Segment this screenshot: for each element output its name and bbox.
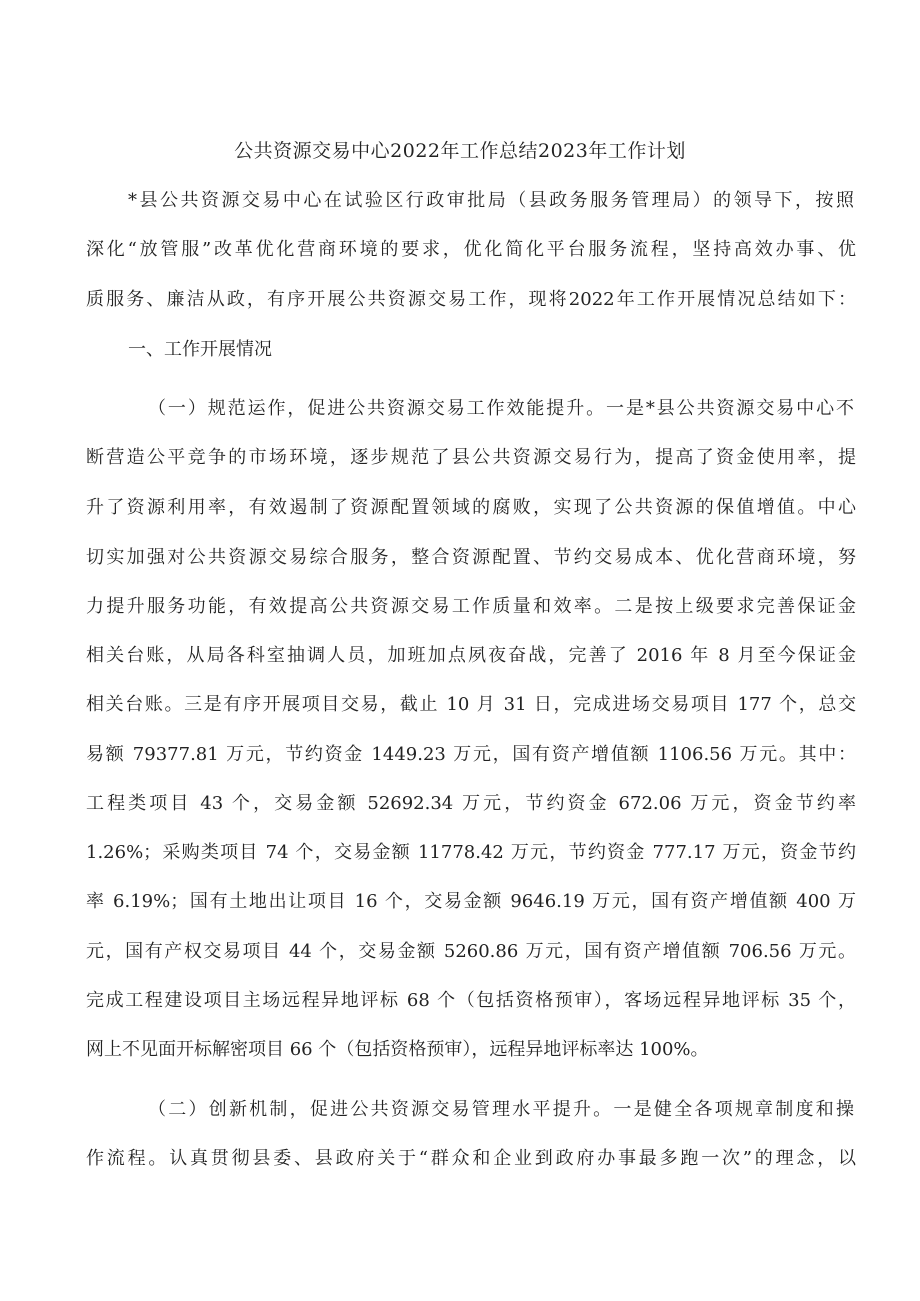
paragraph-1-line-2: 深化“放管服”改革优化营商环境的要求，优化简化平台服务流程，坚持高效办事、优 bbox=[86, 239, 856, 260]
paragraph-2-line-9: 工程类项目 43 个，交易金额 52692.34 万元，节约资金 672.06 万元，资金节约率 bbox=[86, 793, 856, 814]
paragraph-2-line-7: 相关台账。三是有序开展项目交易，截止 10 月 31 日，完成进场交易项目 177 个，总交 bbox=[86, 694, 856, 715]
paragraph-1-line-1: *县公共资源交易中心在试验区行政审批局（县政务服务管理局）的领导下，按照 bbox=[128, 190, 854, 211]
paragraph-2-line-12: 元，国有产权交易项目 44 个，交易金额 5260.86 万元，国有资产增值额 706.56 万元。 bbox=[86, 941, 856, 962]
paragraph-2-line-3: 升了资源利用率，有效遏制了资源配置领域的腐败，实现了公共资源的保值增值。中心 bbox=[86, 497, 856, 518]
paragraph-2-line-13: 完成工程建设项目主场远程异地评标 68 个（包括资格预审），客场远程异地评标 35 个， bbox=[86, 990, 856, 1011]
paragraph-3-line-1: （二）创新机制，促进公共资源交易管理水平提升。一是健全各项规章制度和操 bbox=[148, 1099, 854, 1120]
paragraph-2-line-11: 率 6.19%；国有土地出让项目 16 个，交易金额 9646.19 万元，国有资产增值额 400 万 bbox=[86, 891, 856, 912]
paragraph-1-line-3: 质服务、廉洁从政，有序开展公共资源交易工作，现将2022年工作开展情况总结如下： bbox=[86, 289, 856, 310]
paragraph-2-line-8: 易额 79377.81 万元，节约资金 1449.23 万元，国有资产增值额 1106.56 万元。其中： bbox=[86, 744, 856, 765]
paragraph-2-line-2: 断营造公平竞争的市场环境，逐步规范了县公共资源交易行为，提高了资金使用率，提 bbox=[86, 447, 856, 468]
paragraph-2-line-10: 1.26%；采购类项目 74 个，交易金额 11778.42 万元，节约资金 777.17 万元，资金节约 bbox=[86, 842, 856, 863]
paragraph-2-line-1: （一）规范运作，促进公共资源交易工作效能提升。一是*县公共资源交易中心不 bbox=[148, 398, 854, 419]
section-heading-1: 一、工作开展情况 bbox=[128, 339, 272, 360]
paragraph-2-line-14: 网上不见面开标解密项目 66 个（包括资格预审），远程异地评标率达 100%。 bbox=[86, 1039, 709, 1060]
document-title: 公共资源交易中心2022年工作总结2023年工作计划 bbox=[234, 140, 686, 162]
paragraph-2-line-4: 切实加强对公共资源交易综合服务，整合资源配置、节约交易成本、优化营商环境，努 bbox=[86, 547, 856, 568]
paragraph-2-line-6: 相关台账，从局各科室抽调人员，加班加点夙夜奋战，完善了 2016 年 8 月至今保证金 bbox=[86, 645, 856, 666]
paragraph-3-line-2: 作流程。认真贯彻县委、县政府关于“群众和企业到政府办事最多跑一次”的理念，以 bbox=[86, 1148, 856, 1169]
paragraph-2-line-5: 力提升服务功能，有效提高公共资源交易工作质量和效率。二是按上级要求完善保证金 bbox=[86, 596, 856, 617]
